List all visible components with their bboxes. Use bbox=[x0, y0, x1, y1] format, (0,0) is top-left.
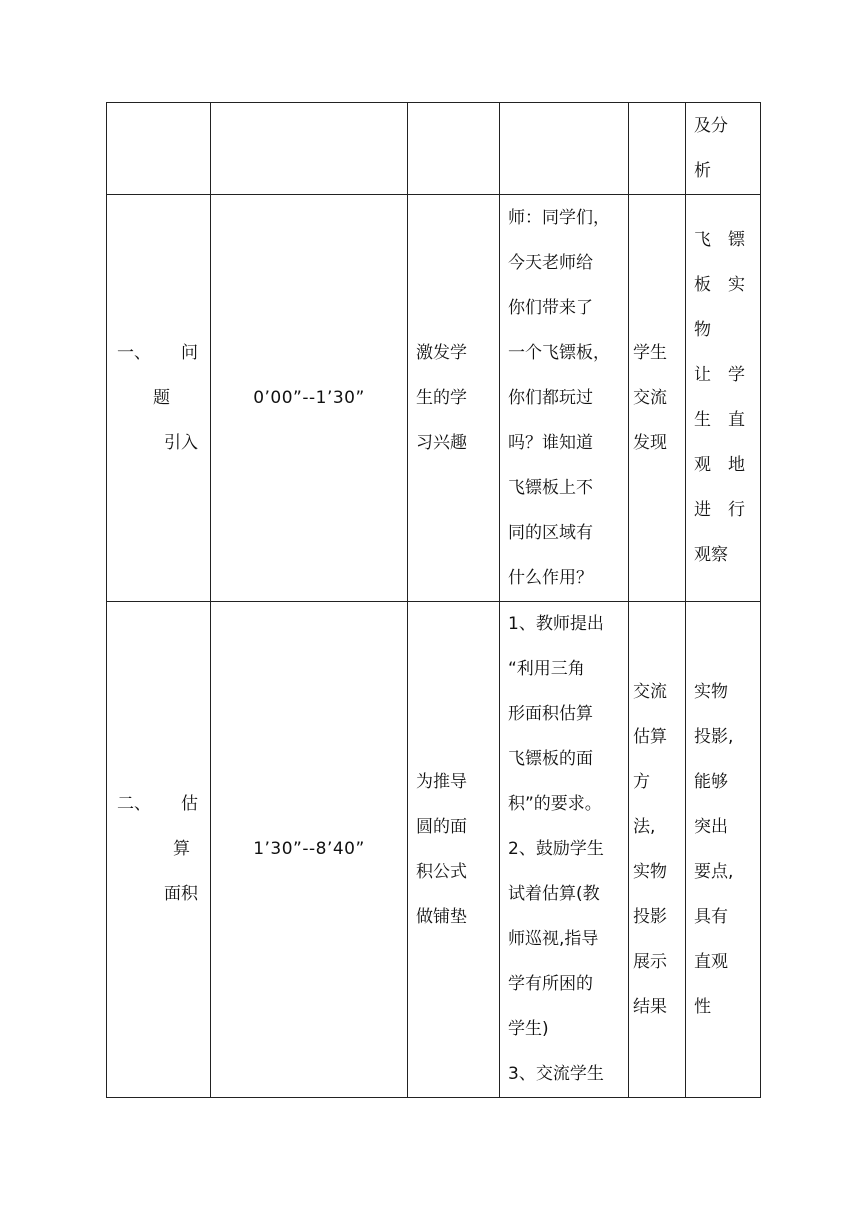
text-line: 激发学 bbox=[416, 342, 467, 363]
table-cell bbox=[211, 103, 408, 195]
text-line: 板 实 bbox=[694, 275, 745, 295]
text-line: 及分 bbox=[694, 115, 728, 136]
text-line: 性 bbox=[694, 996, 711, 1017]
text-line: 估算 bbox=[633, 726, 667, 747]
text-line: 飞镖板的面 bbox=[508, 749, 593, 769]
intent-cell bbox=[408, 602, 500, 1098]
text-line: 投影, bbox=[694, 726, 734, 747]
text-line: 为推导 bbox=[416, 771, 467, 792]
stage-text: 估 bbox=[181, 794, 198, 814]
time-cell: 1’30”--8’40” bbox=[211, 602, 408, 1098]
stage-text: 题 bbox=[153, 387, 170, 408]
text-line: 生的学 bbox=[416, 387, 467, 408]
stage-text: 面积 bbox=[164, 884, 198, 904]
text-line: 发现 bbox=[633, 432, 667, 453]
text-line: 实物 bbox=[694, 681, 728, 702]
text-line: 学生 bbox=[633, 342, 667, 363]
table-row bbox=[107, 602, 761, 1098]
text-line: 观 地 bbox=[694, 455, 745, 475]
text-line: 你们都玩过 bbox=[508, 387, 593, 408]
text-line: 做铺垫 bbox=[416, 906, 467, 927]
text-line: 学生) bbox=[508, 1019, 549, 1039]
text-line: 师巡视,指导 bbox=[508, 929, 599, 949]
text-line: 你们带来了 bbox=[508, 297, 593, 318]
text-line: 飞镖板上不 bbox=[508, 477, 593, 498]
time-cell: 0’00”--1’30” bbox=[211, 195, 408, 602]
text-line: 进 行 bbox=[694, 500, 745, 520]
stage-number: 二、 bbox=[117, 794, 151, 814]
text-line: 直观 bbox=[694, 951, 728, 972]
text-line: 观察 bbox=[694, 545, 728, 565]
text-line: 具有 bbox=[694, 906, 728, 927]
table-row bbox=[107, 195, 761, 602]
text-line: 方 bbox=[633, 771, 650, 792]
text-line: 物 bbox=[694, 320, 711, 340]
text-line: 同的区域有 bbox=[508, 522, 593, 543]
text-line: 今天老师给 bbox=[508, 252, 593, 273]
text-line: 2、鼓励学生 bbox=[508, 839, 604, 859]
text-line: 生 直 bbox=[694, 410, 745, 430]
stage-cell bbox=[107, 602, 211, 1098]
text-line: 学有所困的 bbox=[508, 974, 593, 994]
text-line: 一个飞镖板， bbox=[508, 342, 610, 363]
text-line: 析 bbox=[694, 160, 711, 181]
text-line: 吗？谁知道 bbox=[508, 432, 593, 453]
text-line: 结果 bbox=[633, 996, 667, 1017]
table-cell bbox=[408, 103, 500, 195]
activity-cell bbox=[500, 602, 629, 1098]
text-line: 1、教师提出 bbox=[508, 614, 604, 634]
analysis-cell bbox=[686, 195, 761, 602]
analysis-cell bbox=[686, 602, 761, 1098]
text-line: “利用三角 bbox=[508, 659, 585, 679]
text-line: 师：同学们， bbox=[508, 207, 610, 228]
table-row bbox=[107, 103, 761, 195]
stage-text: 算 bbox=[173, 839, 190, 859]
stage-text: 引入 bbox=[164, 432, 198, 453]
lesson-plan-table bbox=[106, 102, 761, 1098]
text-line: 形面积估算 bbox=[508, 704, 593, 724]
text-line: 能够 bbox=[694, 771, 728, 792]
table-cell bbox=[500, 103, 629, 195]
text-line: 习兴趣 bbox=[416, 432, 467, 453]
text-line: 圆的面 bbox=[416, 816, 467, 837]
text-line: 要点, bbox=[694, 861, 734, 882]
stage-number: 一、 bbox=[117, 342, 151, 363]
text-line: 突出 bbox=[694, 816, 728, 837]
method-cell bbox=[629, 602, 686, 1098]
stage-text: 问 bbox=[181, 342, 198, 363]
text-line: 积公式 bbox=[416, 861, 467, 882]
method-cell bbox=[629, 195, 686, 602]
activity-cell bbox=[500, 195, 629, 602]
text-line: 试着估算(教 bbox=[508, 884, 600, 904]
table-cell bbox=[107, 103, 211, 195]
text-line: 让 学 bbox=[694, 365, 745, 385]
text-line: 什么作用？ bbox=[508, 567, 593, 588]
text-line: 交流 bbox=[633, 387, 667, 408]
intent-cell bbox=[408, 195, 500, 602]
text-line: 展示 bbox=[633, 951, 667, 972]
stage-cell bbox=[107, 195, 211, 602]
text-line: 实物 bbox=[633, 861, 667, 882]
text-line: 飞 镖 bbox=[694, 230, 745, 250]
header-analysis-cell bbox=[686, 103, 761, 195]
text-line: 积”的要求。 bbox=[508, 794, 602, 814]
text-line: 法, bbox=[633, 816, 656, 837]
table-cell bbox=[629, 103, 686, 195]
text-line: 投影 bbox=[633, 906, 667, 927]
text-line: 3、交流学生 bbox=[508, 1064, 604, 1084]
text-line: 交流 bbox=[633, 681, 667, 702]
